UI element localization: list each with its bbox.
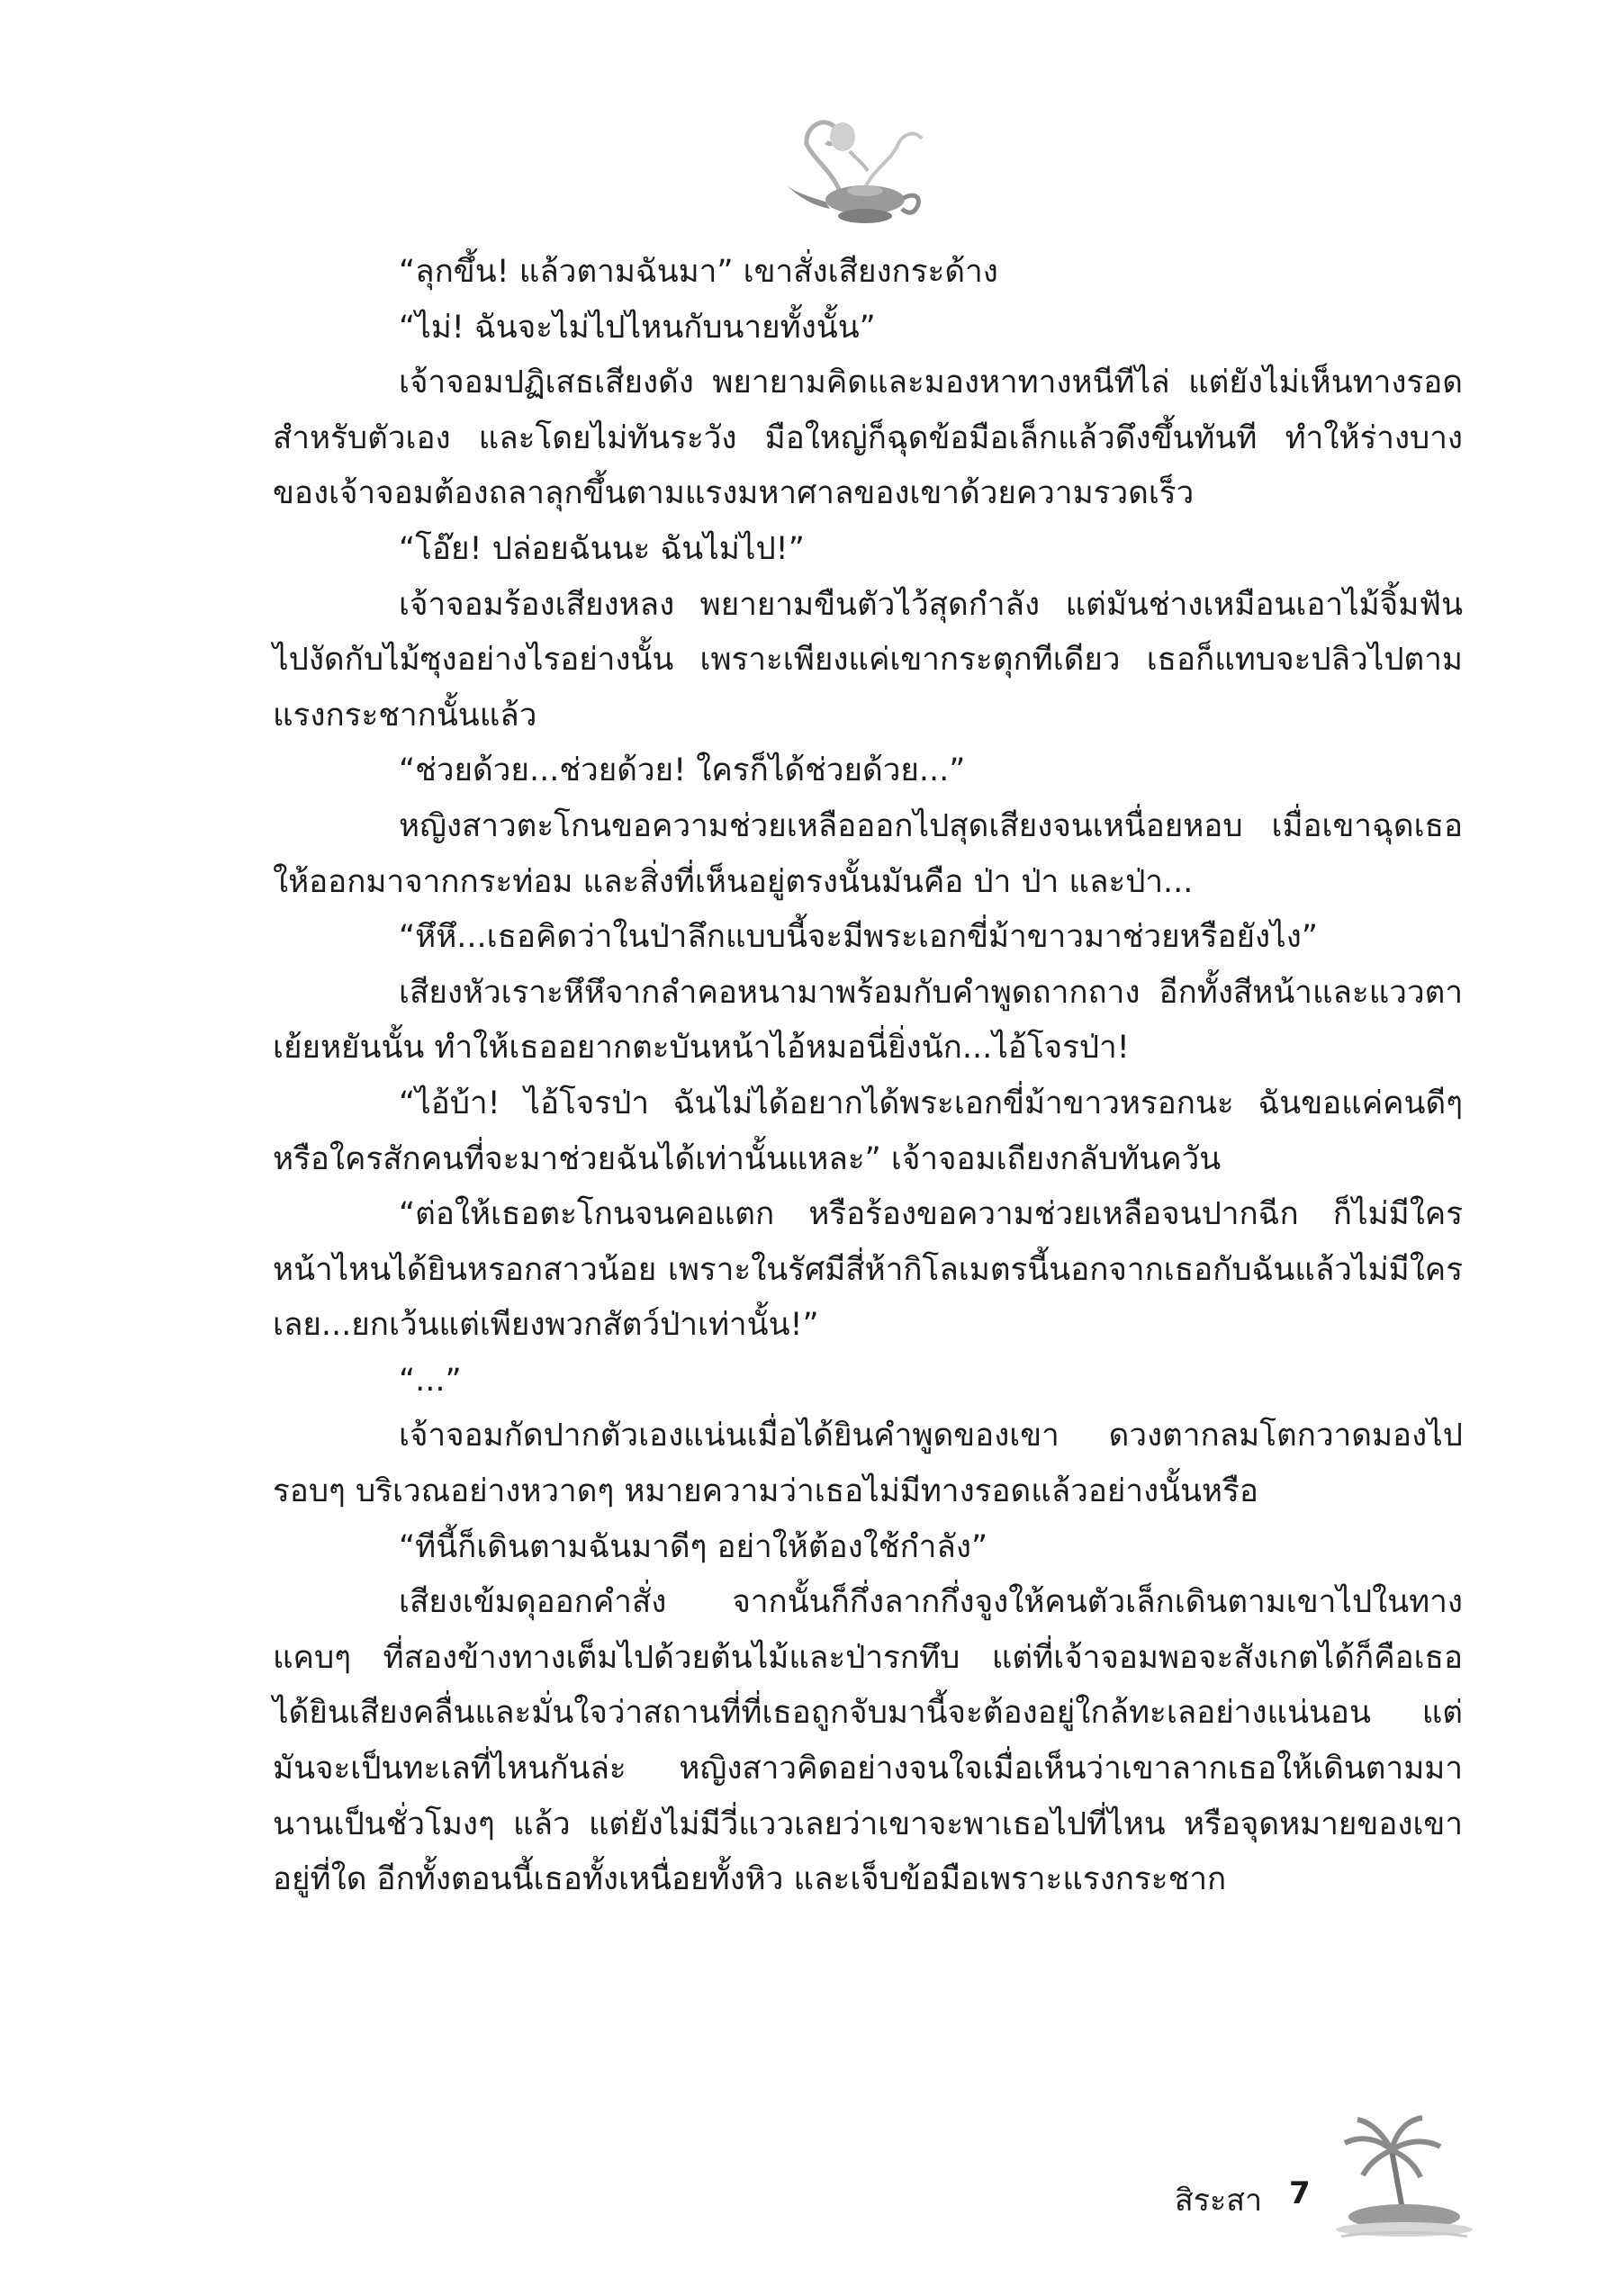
paragraph: “ช่วยด้วย...ช่วยด้วย! ใครก็ได้ช่วยด้วย...” xyxy=(399,752,966,789)
body-text xyxy=(273,245,1463,1908)
paragraph: “ไอ้บ้า! ไอ้โจรป่า ฉันไม่ได้อยากได้พระเอกขี่ม้าขาวหรอกนะ ฉันขอแค่คนดีๆ หรือใครสักคนที่จะมาช่วยฉันได้เท่านั้นแหละ” เจ้าจอมเถียงกลับทันควัน xyxy=(273,1085,1463,1177)
paragraph: เสียงหัวเราะหึหึจากลำคอหนามาพร้อมกับคำพูดถากถาง อีกทั้งสีหน้าและแววตาเย้ยหยันนั้น ทำให้เธออยากตะบันหน้าไอ้หมอนี่ยิ่งนัก...ไอ้โจรป่า! xyxy=(273,974,1463,1067)
paragraph: “ทีนี้ก็เดินตามฉันมาดีๆ อย่าให้ต้องใช้กำลัง” xyxy=(399,1528,988,1565)
magic-lamp-icon xyxy=(780,108,942,243)
paragraph: เจ้าจอมร้องเสียงหลง พยายามขืนตัวไว้สุดกำลัง แต่มันช่างเหมือนเอาไม้จิ้มฟันไปงัดกับไม้ซุงอย่างไรอย่างนั้น เพราะเพียงแค่เขากระตุกทีเดียว เธอก็แทบจะปลิวไปตามแรงกระชากนั้นแล้ว xyxy=(273,586,1463,734)
paragraph: “ต่อให้เธอตะโกนจนคอแตก หรือร้องขอความช่วยเหลือจนปากฉีก ก็ไม่มีใครหน้าไหนได้ยินหรอกสาวน้อย เพราะในรัศมีสี่ห้ากิโลเมตรนี้นอกจากเธอกับฉันแล้วไม่มีใครเลย...ยกเว้นแต่เพียงพวกสัตว์ป่าเท่านั้น!” xyxy=(273,1196,1463,1344)
paragraph: เจ้าจอมกัดปากตัวเองแน่นเมื่อได้ยินคำพูดของเขา ดวงตากลมโตกวาดมองไปรอบๆ บริเวณอย่างหวาดๆ หมายความว่าเธอไม่มีทางรอดแล้วอย่างนั้นหรือ xyxy=(273,1418,1463,1510)
paragraph: เสียงเข้มดุออกคำสั่ง จากนั้นก็กึ่งลากกึ่งจูงให้คนตัวเล็กเดินตามเขาไปในทางแคบๆ ที่สองข้างทางเต็มไปด้วยต้นไม้และป่ารกทึบ แต่ที่เจ้าจอมพอจะสังเกตได้ก็คือเธอได้ยินเสียงคลื่นและมั่นใจว่าสถานที่ที่เธอถูกจับมานี้จะต้องอยู่ใกล้ทะเลอย่างแน่นอน แต่มันจะเป็นทะเลที่ไหนกันล่ะ หญิงสาวคิดอย่างจนใจเมื่อเห็นว่าเขาลากเธอให้เดินตามมานานเป็นชั่วโมงๆ แล้ว แต่ยังไม่มีวี่แววเลยว่าเขาจะพาเธอไปที่ไหน หรือจุดหมายของเขาอยู่ที่ใด อีกทั้งตอนนี้เธอทั้งเหนื่อยทั้งหิว และเจ็บข้อมือเพราะแรงกระชาก xyxy=(273,1584,1463,1898)
paragraph: “...” xyxy=(399,1362,462,1399)
paragraph: “หึหึ...เธอคิดว่าในป่าลึกแบบนี้จะมีพระเอกขี่ม้าขาวมาช่วยหรือยังไง” xyxy=(399,919,1318,956)
palm-island-icon xyxy=(1332,2111,1476,2246)
running-footer-title: สิระสา xyxy=(1175,2183,1263,2219)
paragraph: “ลุกขึ้น! แล้วตามฉันมา” เขาสั่งเสียงกระด้าง xyxy=(399,254,998,290)
paragraph: “ไม่! ฉันจะไม่ไปไหนกับนายทั้งนั้น” xyxy=(399,309,876,346)
paragraph: เจ้าจอมปฏิเสธเสียงดัง พยายามคิดและมองหาทางหนีทีไล่ แต่ยังไม่เห็นทางรอดสำหรับตัวเอง และโดยไม่ทันระวัง มือใหญ่ก็ฉุดข้อมือเล็กแล้วดึงขึ้นทันที ทำให้ร่างบางของเจ้าจอมต้องถลาลุกขึ้นตามแรงมหาศาลของเขาด้วยความรวดเร็ว xyxy=(273,365,1463,512)
page-number: 7 xyxy=(1289,2175,1311,2211)
paragraph: “โอ๊ย! ปล่อยฉันนะ ฉันไม่ไป!” xyxy=(399,530,805,567)
paragraph: หญิงสาวตะโกนขอความช่วยเหลือออกไปสุดเสียงจนเหนื่อยหอบ เมื่อเขาฉุดเธอให้ออกมาจากกระท่อม และสิ่งที่เห็นอยู่ตรงนั้นมันคือ ป่า ป่า และป่า... xyxy=(273,807,1463,900)
